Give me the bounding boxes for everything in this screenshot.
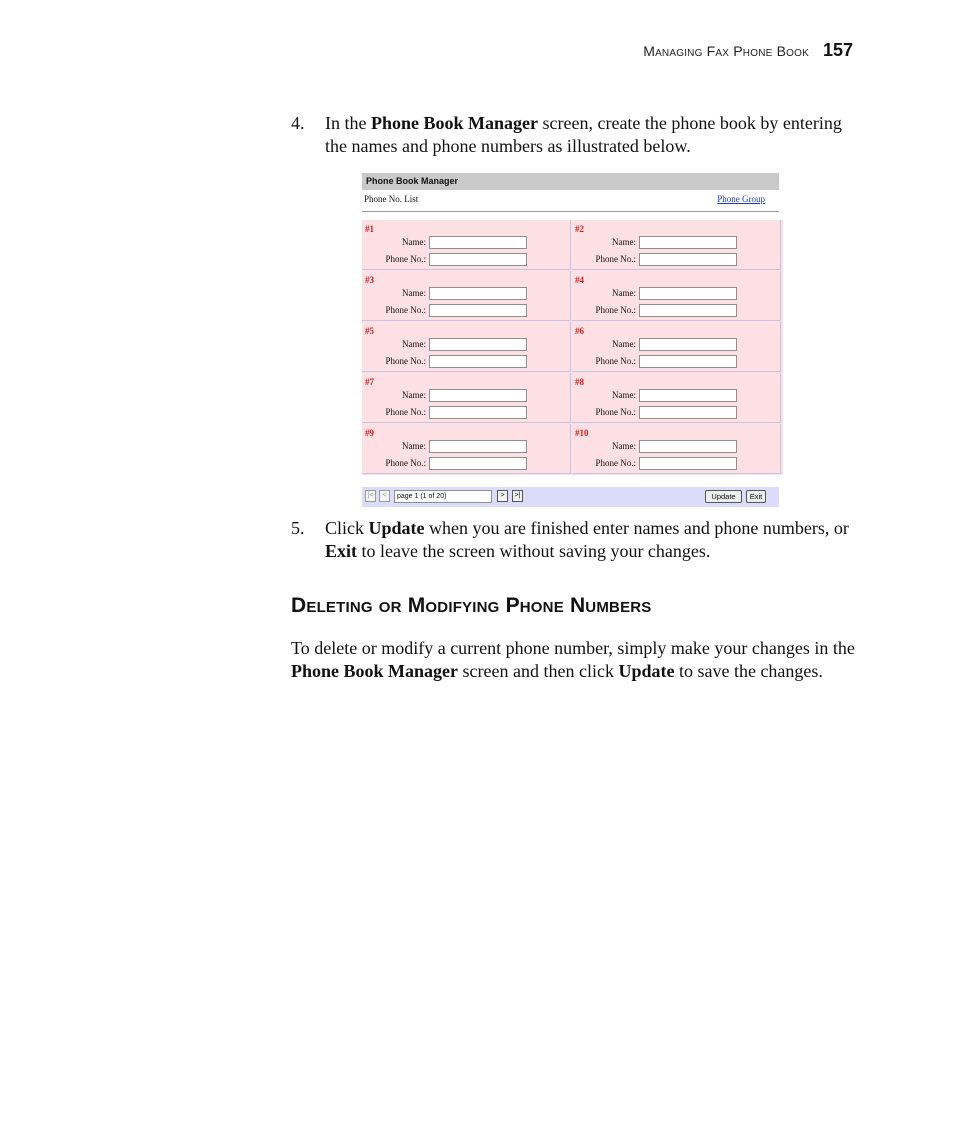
phone-group-link[interactable]: Phone Group (717, 194, 765, 204)
name-label: Name: (612, 390, 636, 400)
phone-label: Phone No.: (595, 356, 636, 366)
text-run: to leave the screen without saving your changes. (357, 541, 711, 561)
running-header-title: Managing Fax Phone Book (643, 43, 809, 59)
phone-label: Phone No.: (385, 458, 426, 468)
name-label: Name: (402, 339, 426, 349)
phone-field[interactable] (429, 304, 527, 317)
phone-field[interactable] (429, 253, 527, 266)
page-input[interactable]: page 1 (1 of 20) (394, 490, 492, 503)
previous-page-button[interactable]: < (379, 490, 390, 502)
update-button[interactable]: Update (705, 490, 742, 503)
bold-term: Exit (325, 541, 358, 561)
phone-field[interactable] (639, 457, 737, 470)
entry-number: #6 (575, 326, 584, 336)
name-field[interactable] (639, 287, 737, 300)
list-header (362, 193, 779, 212)
entry-cell (572, 271, 781, 321)
text-run: screen and then click (458, 661, 619, 681)
bold-term: Phone Book Manager (291, 661, 459, 681)
body-paragraph (291, 637, 856, 683)
name-label: Name: (402, 390, 426, 400)
name-label: Name: (612, 237, 636, 247)
entry-number: #3 (365, 275, 374, 285)
section-heading: Deleting or Modifying Phone Numbers (291, 594, 652, 617)
name-field[interactable] (429, 389, 527, 402)
name-field[interactable] (639, 440, 737, 453)
entry-cell (572, 220, 781, 270)
bold-term: Phone Book Manager (370, 113, 538, 133)
phone-field[interactable] (429, 406, 527, 419)
name-field[interactable] (429, 338, 527, 351)
phone-label: Phone No.: (595, 305, 636, 315)
next-page-button[interactable]: > (497, 490, 508, 502)
phone-field[interactable] (429, 457, 527, 470)
name-label: Name: (402, 237, 426, 247)
list-label: Phone No. List (364, 194, 419, 204)
phone-field[interactable] (639, 406, 737, 419)
name-label: Name: (612, 288, 636, 298)
entry-number: #5 (365, 326, 374, 336)
phone-book-manager-screenshot (362, 173, 783, 507)
page-number: 157 (822, 40, 853, 60)
entry-number: #4 (575, 275, 584, 285)
name-label: Name: (612, 441, 636, 451)
entry-number: #9 (365, 428, 374, 438)
phone-field[interactable] (429, 355, 527, 368)
step-text (325, 112, 856, 158)
last-page-button[interactable]: >| (512, 490, 523, 502)
bold-term: Update (618, 661, 675, 681)
entry-cell (362, 373, 571, 423)
bold-term: Update (368, 518, 425, 538)
first-page-button[interactable]: |< (365, 490, 376, 502)
phone-label: Phone No.: (595, 458, 636, 468)
text-run: to save the changes. (674, 661, 823, 681)
phone-field[interactable] (639, 355, 737, 368)
phone-label: Phone No.: (595, 254, 636, 264)
entry-number: #8 (575, 377, 584, 387)
entry-cell (572, 424, 781, 474)
screen-title-bar (362, 173, 779, 190)
phone-field[interactable] (639, 304, 737, 317)
text-run: when you are finished enter names and phone numbers, or (424, 518, 849, 538)
exit-button[interactable]: Exit (746, 490, 766, 503)
phone-label: Phone No.: (385, 407, 426, 417)
name-label: Name: (402, 441, 426, 451)
entry-number: #10 (575, 428, 589, 438)
phone-entry-grid (362, 220, 783, 475)
entry-cell (362, 322, 571, 372)
name-field[interactable] (639, 389, 737, 402)
text-run: In the (325, 113, 371, 133)
entry-cell (362, 220, 571, 270)
entry-number: #1 (365, 224, 374, 234)
name-field[interactable] (429, 287, 527, 300)
text-run: screen, create the phone book by entering the names and phone numbers as illustrated below. (325, 113, 842, 156)
text-run: To delete or modify a current phone number, simply make your changes in the (291, 638, 855, 658)
phone-field[interactable] (639, 253, 737, 266)
step-5 (291, 517, 856, 563)
name-field[interactable] (429, 236, 527, 249)
step-number: 5. (291, 518, 305, 538)
text-run: Click (325, 518, 369, 538)
step-4 (291, 112, 856, 158)
entry-number: #2 (575, 224, 584, 234)
name-field[interactable] (639, 236, 737, 249)
name-field[interactable] (429, 440, 527, 453)
entry-cell (572, 322, 781, 372)
phone-label: Phone No.: (385, 254, 426, 264)
name-field[interactable] (639, 338, 737, 351)
name-label: Name: (402, 288, 426, 298)
screen-title: Phone Book Manager (366, 176, 459, 186)
entry-number: #7 (365, 377, 374, 387)
entry-cell (362, 271, 571, 321)
running-header (560, 40, 853, 61)
entry-cell (362, 424, 571, 474)
phone-label: Phone No.: (385, 305, 426, 315)
phone-label: Phone No.: (595, 407, 636, 417)
entry-cell (572, 373, 781, 423)
step-text (325, 517, 856, 563)
step-number: 4. (291, 113, 305, 133)
name-label: Name: (612, 339, 636, 349)
pagination-bar (362, 487, 779, 507)
phone-label: Phone No.: (385, 356, 426, 366)
